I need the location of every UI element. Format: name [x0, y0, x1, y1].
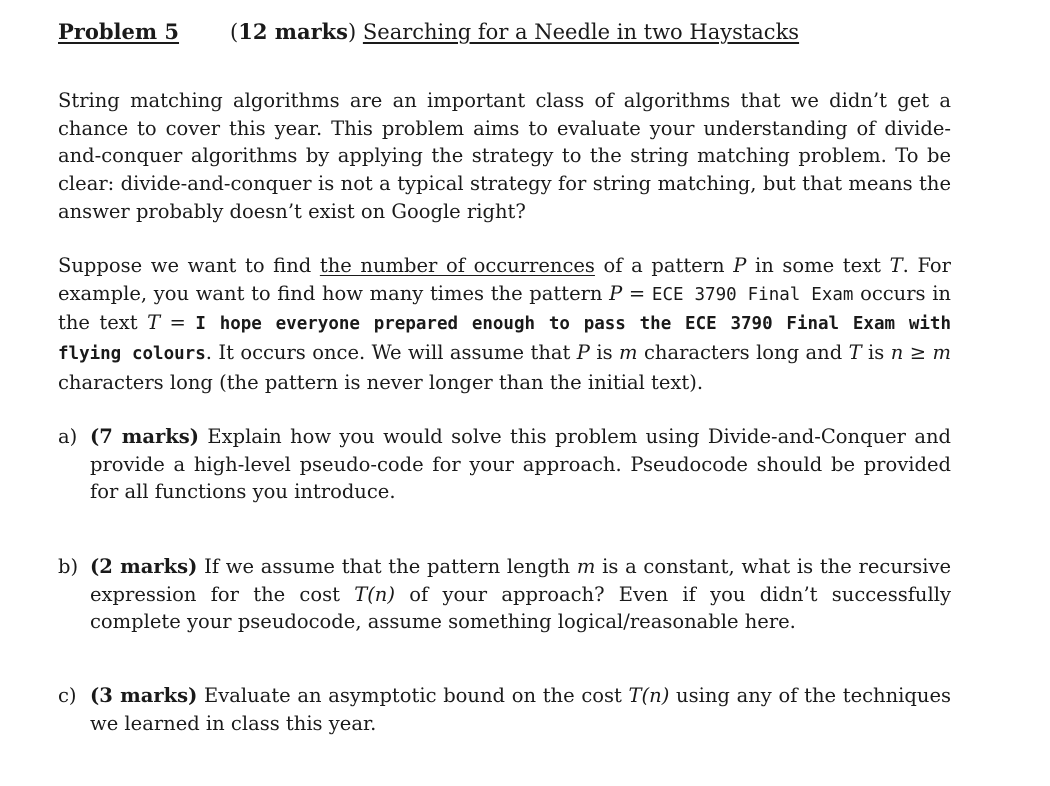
m-symbol: m: [619, 341, 638, 365]
m-symbol: m: [576, 555, 596, 578]
cost-expression: T(n): [354, 582, 395, 606]
question-marks: (2 marks): [90, 555, 198, 578]
text-symbol: T: [848, 341, 862, 365]
question-marks: (3 marks): [90, 684, 198, 707]
question-b: [58, 553, 951, 636]
problem-label: Problem 5: [58, 19, 180, 44]
question-marks: (7 marks): [90, 425, 199, 448]
pattern-example: ECE 3790 Final Exam: [651, 284, 854, 305]
problem-marks: 12 marks: [238, 19, 349, 44]
cost-expression: T(n): [628, 684, 670, 707]
text-symbol: T: [889, 254, 903, 277]
setup-paragraph: Suppose we want to find the number of occurrences of a pattern P in some text T. For example, you want to find how many times the pattern P = ECE 3790 Final Exam occurs in the text T = I hope everyone prepared enough to pass the ECE 3790 Final Exam with flying colours. It occurs once. We will assume that P is m characters long and T is n ≥ m characters long (the pattern is never longer than the initial text).: [58, 254, 951, 394]
question-text: (3 marks) Evaluate an asymptotic bound on the cost T(n) using any of the techniques we learned in class this year.: [90, 684, 951, 735]
occurrences-phrase: the number of occurrences: [319, 254, 595, 277]
question-label: c): [58, 684, 77, 707]
m-symbol: m: [932, 341, 951, 365]
problem-title: Searching for a Needle in two Haystacks: [362, 20, 800, 44]
text-example: I hope everyone prepared enough to pass the ECE 3790 Final Exam with flying colours: [58, 314, 951, 365]
problem-marks-and-title: (12 marks) Searching for a Needle in two Haystacks: [230, 19, 800, 44]
question-c: [58, 682, 951, 737]
question-text: (7 marks) Explain how you would solve this problem using Divide-and-Conquer and provide a high-level pseudo-code for your approach. Pseudocode should be provided for all functions you introduce.: [90, 425, 951, 504]
question-text: (2 marks) If we assume that the pattern length m is a constant, what is the recursive expression for the cost T(n) of your approach? Even if you didn’t successfully complete your pseudocode, assume something logical/reasonable here.: [90, 555, 952, 634]
n-symbol: n: [890, 341, 904, 365]
intro-paragraph: String matching algorithms are an important class of algorithms that we didn’t get a chance to cover this year. This problem aims to evaluate your understanding of divide-and-conquer algorithms by applying the strategy to the string matching problem. To be clear: divide-and-conquer is not a typical strategy for string matching, but that means the answer probably doesn’t exist on Google right?: [58, 89, 951, 223]
pattern-symbol: P: [733, 254, 747, 277]
problem-header: [58, 18, 800, 46]
text-symbol: T: [147, 311, 161, 335]
pattern-symbol: P: [576, 341, 590, 365]
question-label: a): [58, 425, 78, 448]
question-a: [58, 423, 951, 506]
question-label: b): [58, 555, 79, 578]
pattern-symbol: P: [609, 281, 623, 305]
